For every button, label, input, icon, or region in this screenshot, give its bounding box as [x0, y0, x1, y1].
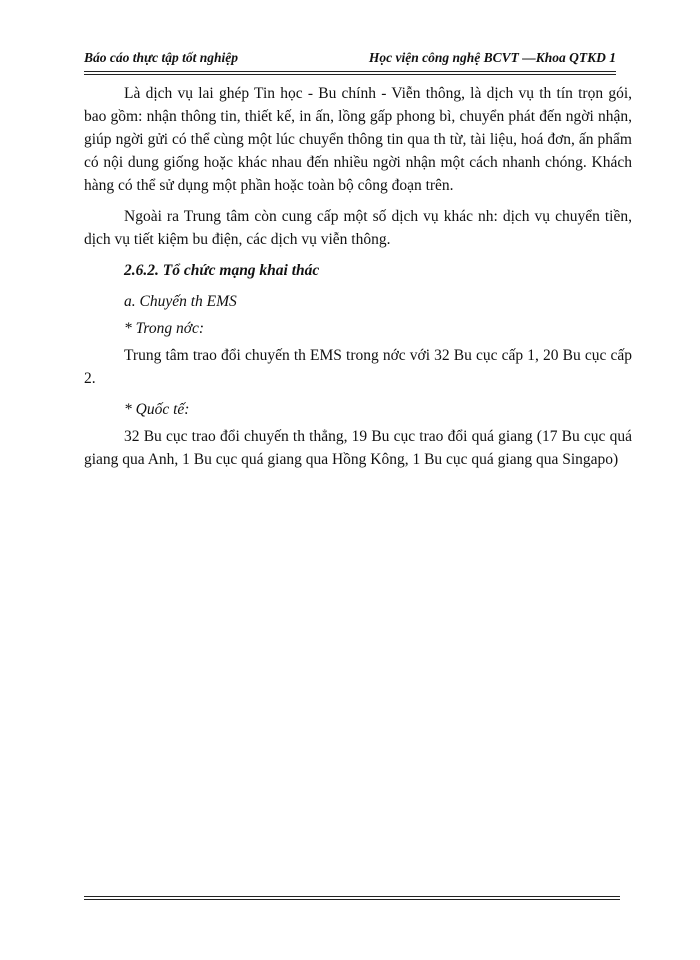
header-rule-top: [84, 71, 616, 72]
paragraph-other-services: Ngoài ra Trung tâm còn cung cấp một số dịch vụ khác nh: dịch vụ chuyển tiền, dịch vụ tiết kiệm bu điện, các dịch vụ viễn thông.: [84, 208, 632, 248]
section-heading: 2.6.2. Tổ chức mạng khai thác: [124, 262, 320, 279]
paragraph-service-description: Là dịch vụ lai ghép Tin học - Bu chính - Viễn thông, là dịch vụ th tín trọn gói, bao gồm: nhận thông tin, thiết kế, in ấn, lồng gấp phong bì, chuyển phát đến ngời nhận, giúp ngời gửi có thể cùng một lúc chuyển thông tin qua th từ, tài liệu, hoá đơn, ấn phẩm có nội dung giống hoặc khác nhau đến nhiều ngời nhận một cách nhanh chóng. Khách hàng có thể sử dụng một phần hoặc toàn bộ công đoạn trên.: [84, 85, 632, 194]
paragraph-domestic: Trung tâm trao đổi chuyến th EMS trong nớc với 32 Bu cục cấp 1, 20 Bu cục cấp 2.: [84, 347, 632, 387]
domestic-heading: * Trong nớc:: [124, 320, 205, 337]
paragraph-international: 32 Bu cục trao đổi chuyến th thẳng, 19 Bu cục trao đổi quá giang (17 Bu cục quá giang qua Anh, 1 Bu cục quá giang qua Hồng Kông, 1 Bu cục quá giang qua Singapo): [84, 428, 632, 468]
page-header: [84, 50, 616, 72]
footer-rule-top: [84, 896, 620, 897]
international-heading: * Quốc tế:: [124, 401, 190, 418]
subsection-heading: a. Chuyến th EMS: [124, 293, 237, 310]
header-institution: Học viện công nghệ BCVT —Khoa QTKD 1: [368, 50, 616, 65]
header-rule-bottom: [84, 74, 616, 75]
header-report-title: Báo cáo thực tập tốt nghiệp: [84, 50, 238, 65]
footer-rule-bottom: [84, 899, 620, 900]
document-body: [84, 82, 632, 479]
